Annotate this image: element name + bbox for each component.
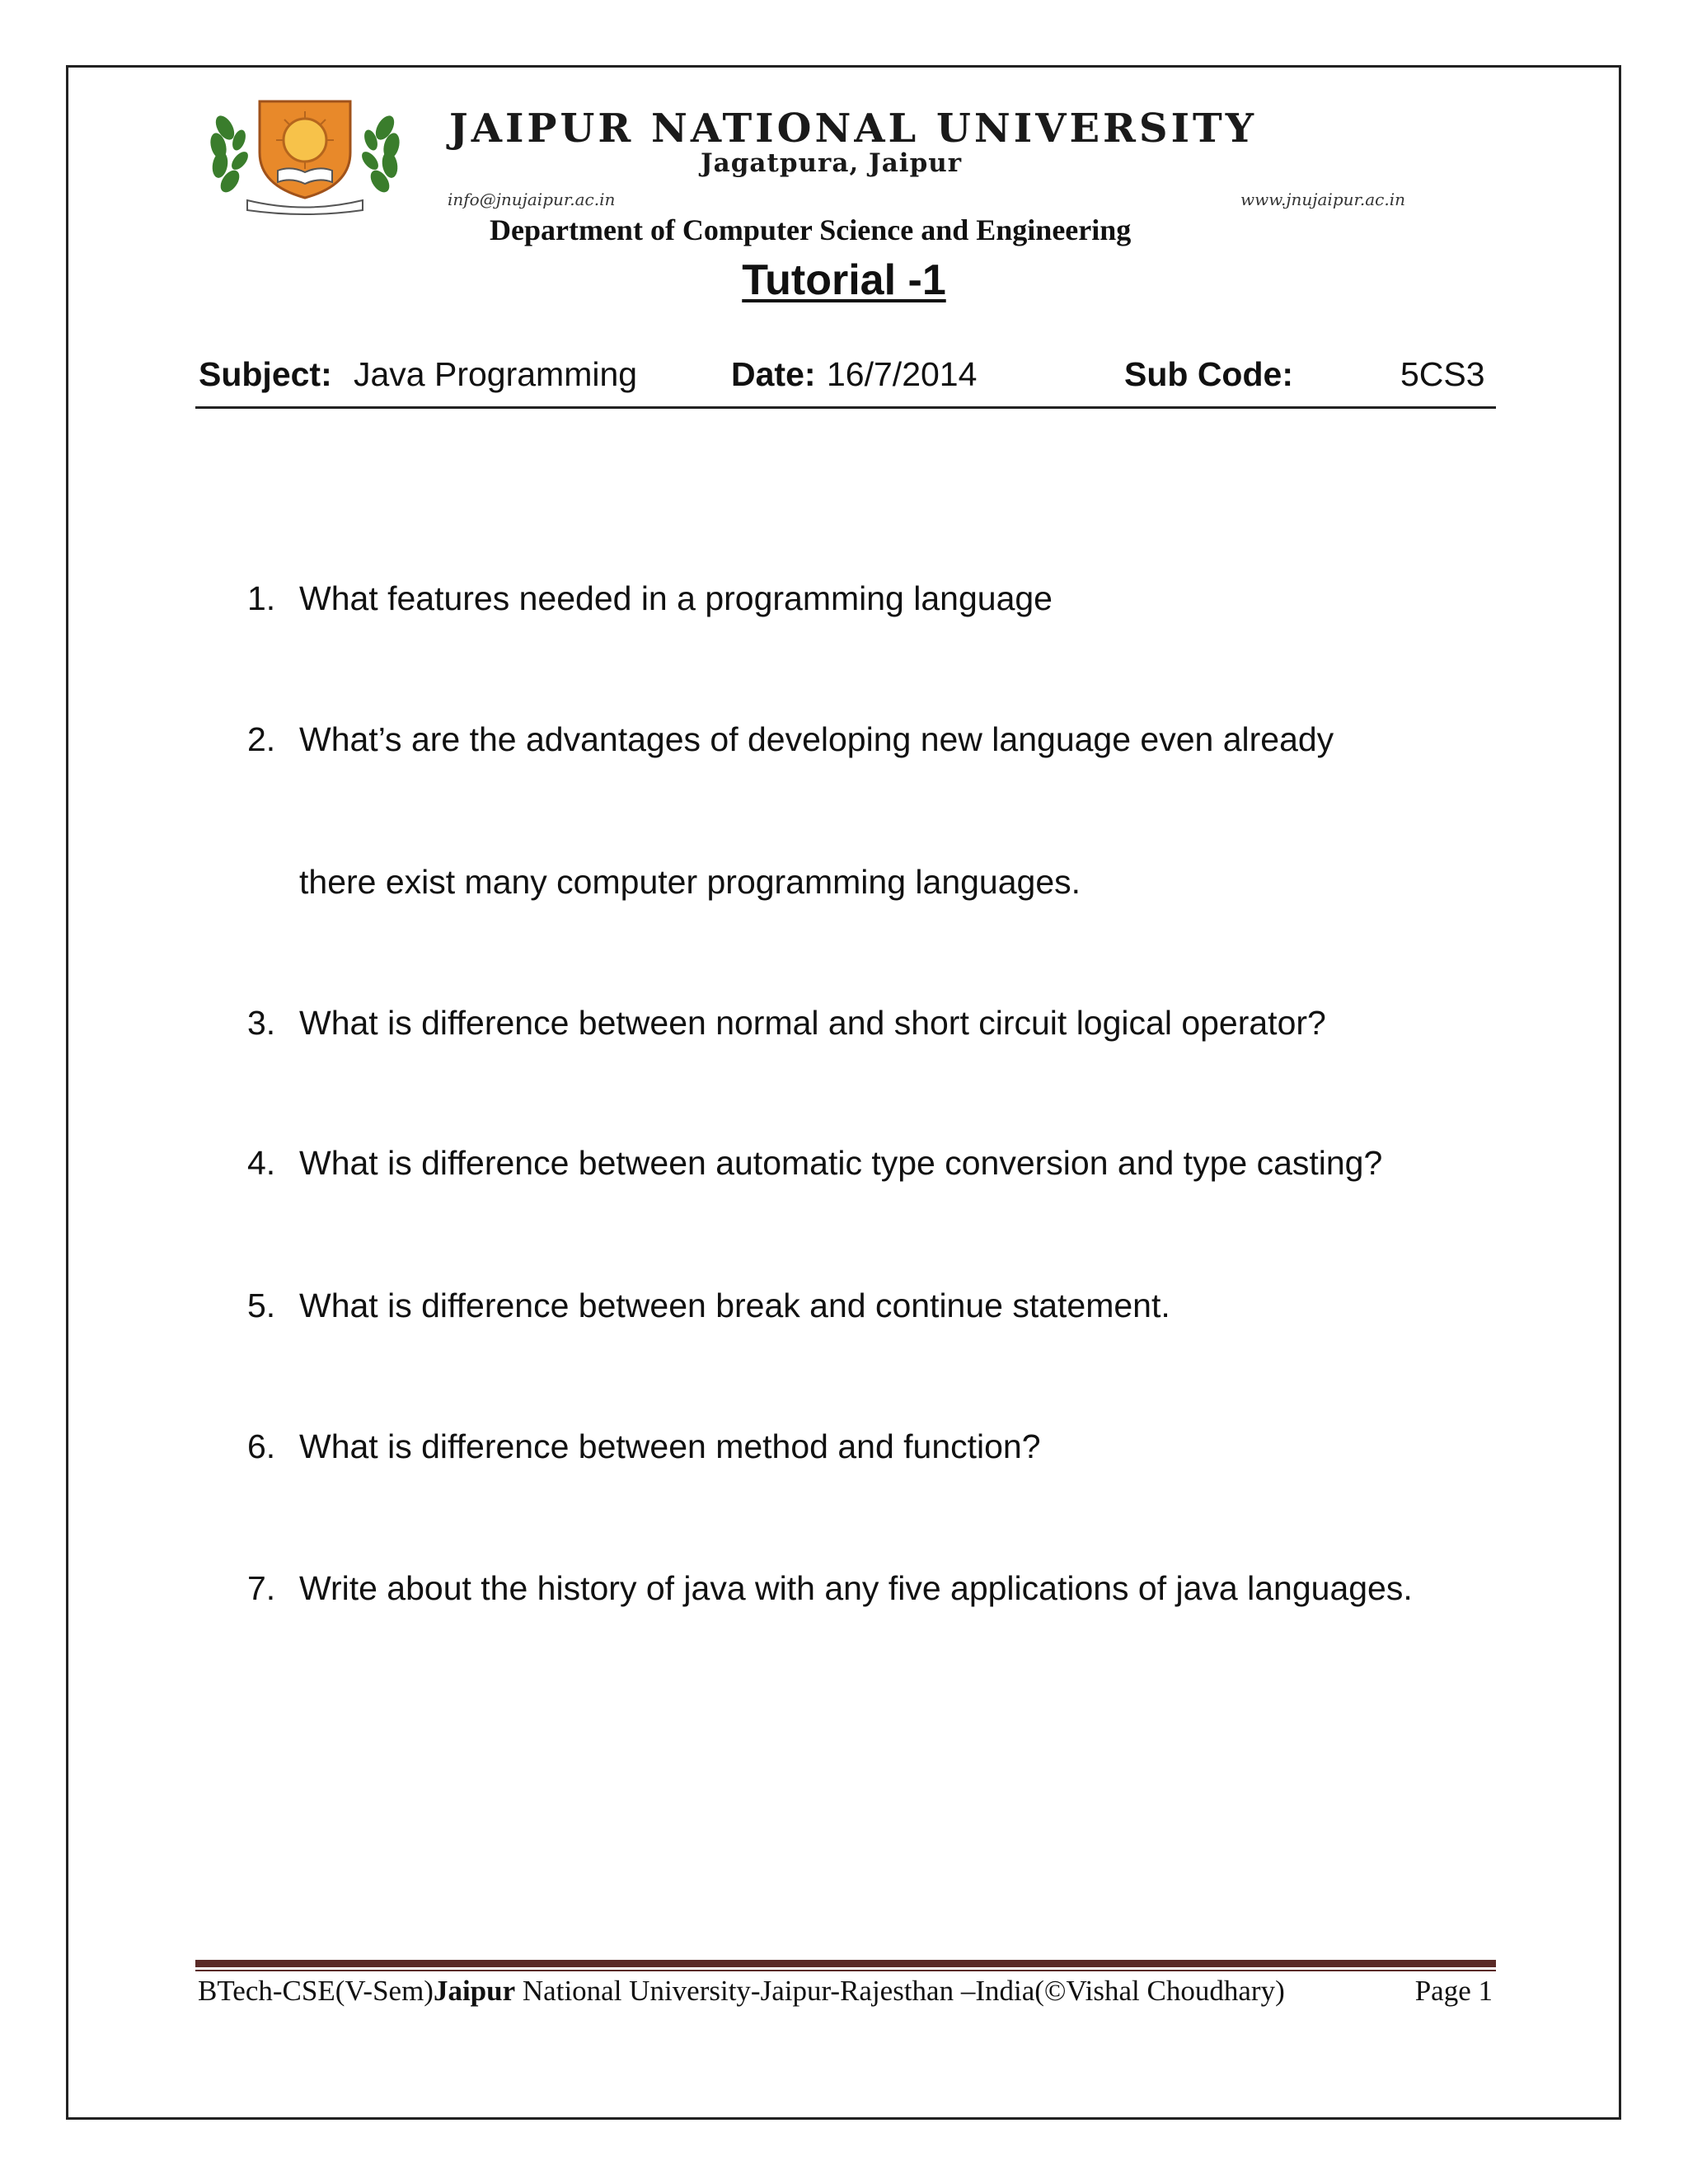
question-text: What is difference between automatic type conversion and type casting?	[299, 1144, 1383, 1182]
department-name: Department of Computer Science and Engineering	[490, 213, 1132, 246]
question-text: What’s are the advantages of developing new language even already	[299, 720, 1334, 758]
subject-info-row	[195, 350, 1496, 409]
footer-institution: National University-Jaipur-Rajesthan –India(©Vishal Choudhary)	[515, 1975, 1285, 2007]
subcode-value: 5CS3	[1400, 355, 1485, 393]
question-text: What is difference between break and continue statement.	[299, 1286, 1170, 1324]
university-crest-icon	[202, 95, 408, 218]
question-number: 5.	[247, 1286, 276, 1324]
university-website[interactable]: www.jnujaipur.ac.in	[1240, 190, 1405, 209]
subject-value: Java Programming	[354, 355, 638, 393]
question-text-continued: there exist many computer programming languages.	[299, 863, 1081, 901]
question-number: 1.	[247, 579, 276, 617]
question-number: 6.	[247, 1427, 276, 1465]
page-footer	[198, 1975, 1496, 2008]
question-text: What features needed in a programming language	[299, 579, 1053, 617]
university-name: JAIPUR NATIONAL UNIVERSITY	[449, 105, 1258, 152]
subcode-label: Sub Code:	[1124, 355, 1293, 393]
university-email[interactable]: info@jnujaipur.ac.in	[448, 190, 616, 209]
page-title: Tutorial -1	[742, 256, 946, 304]
question-number: 2.	[247, 720, 276, 758]
subject-label: Subject:	[199, 355, 332, 393]
footer-divider	[195, 1960, 1496, 1967]
university-address: Jagatpura, Jaipur	[701, 148, 963, 178]
date-label: Date:	[731, 355, 816, 393]
question-number: 3.	[247, 1004, 276, 1042]
question-text: What is difference between normal and short circuit logical operator?	[299, 1004, 1326, 1042]
footer-bold-word: Jaipur	[433, 1975, 516, 2007]
question-text: What is difference between method and function?	[299, 1427, 1041, 1465]
footer-course: BTech-CSE(V-Sem)	[198, 1975, 434, 2007]
date-value: 16/7/2014	[827, 355, 978, 393]
page-number: Page 1	[1414, 1975, 1493, 2007]
question-number: 7.	[247, 1569, 276, 1607]
footer-divider-thin	[195, 1970, 1496, 1971]
question-text: Write about the history of java with any five applications of java languages.	[299, 1569, 1413, 1607]
question-number: 4.	[247, 1144, 276, 1182]
